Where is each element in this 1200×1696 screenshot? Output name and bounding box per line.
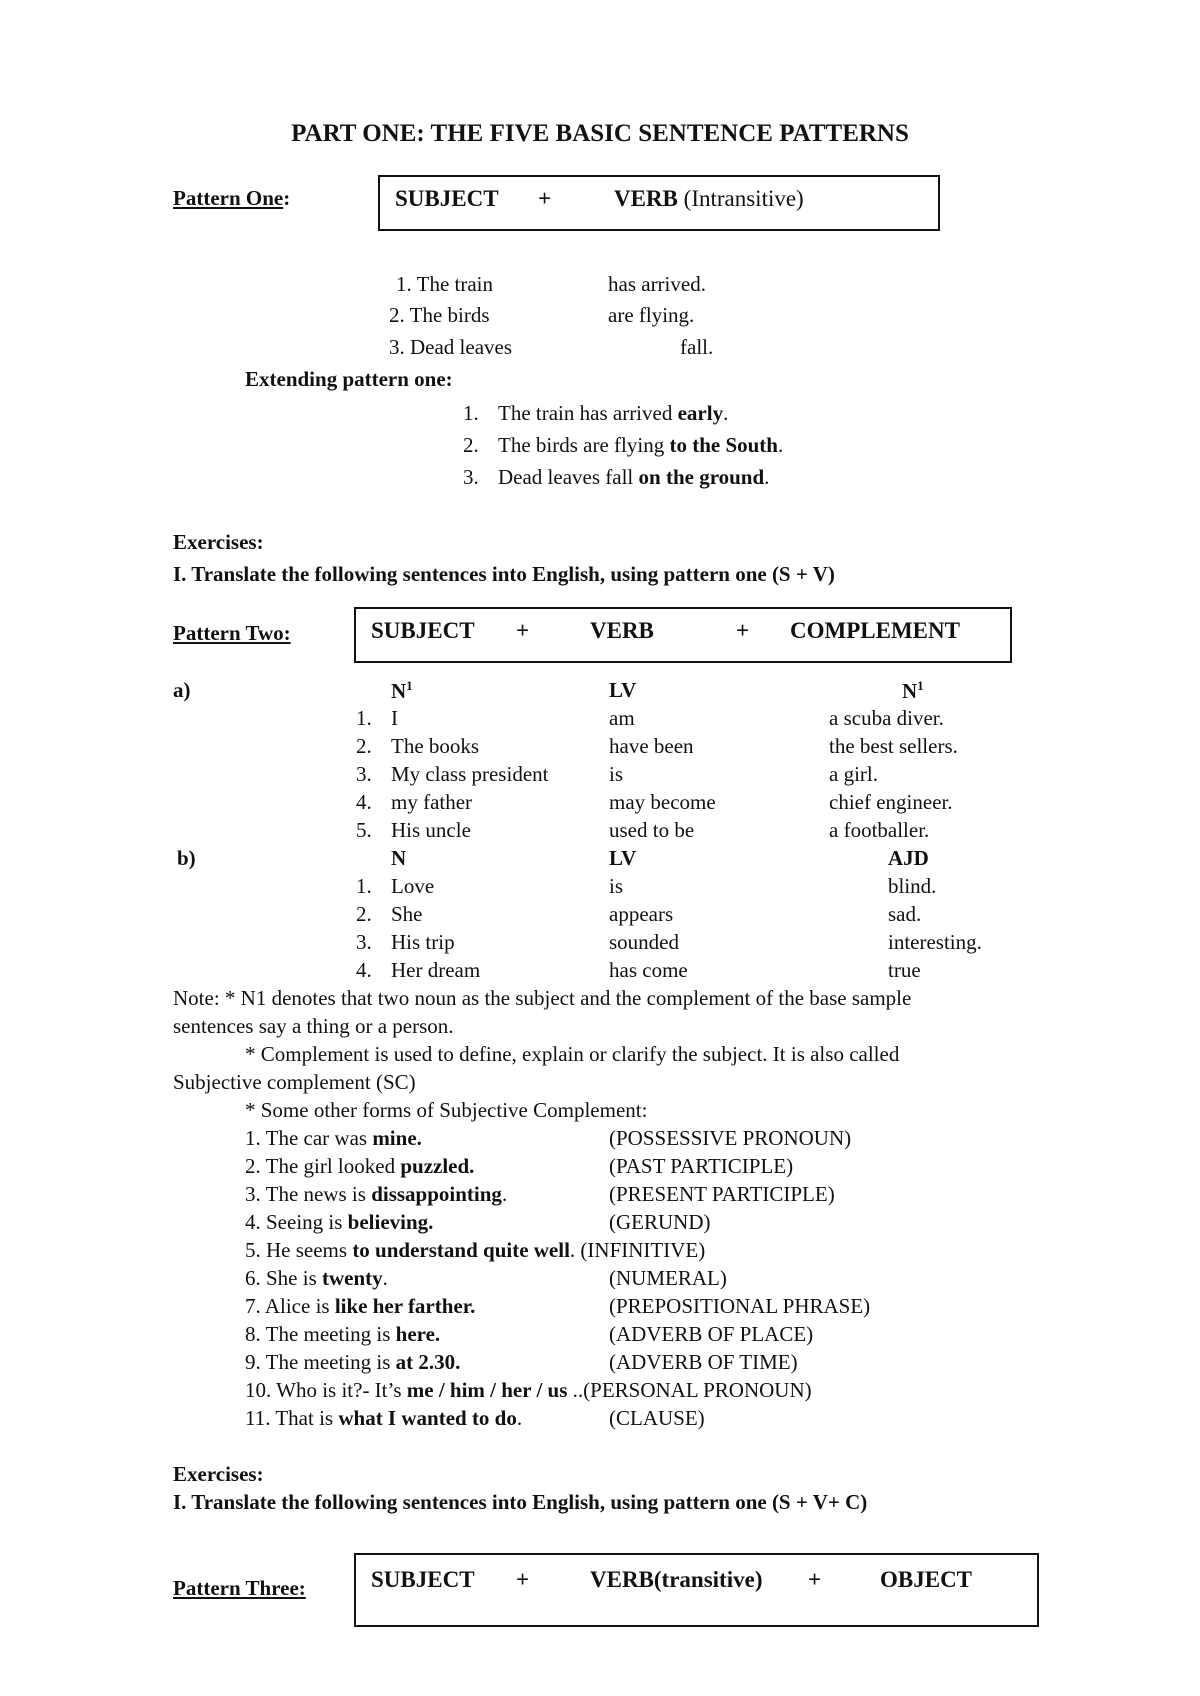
group-b-row-3-num: 3. [356, 930, 372, 954]
p1-exercise-instruction: I. Translate the following sentences into English, using pattern one (S + V) [173, 562, 835, 586]
form-2-label: (PAST PARTICIPLE) [609, 1154, 794, 1178]
form-1: 1. The car was mine. [245, 1126, 422, 1150]
group-b-header-col3: AJD [888, 846, 929, 870]
group-a-header-col1: $N^1$ [391, 678, 413, 703]
form-11-label: (CLAUSE) [609, 1406, 705, 1430]
extending-2-num: 2. [463, 433, 479, 457]
group-a-row-3-complement: a girl. [829, 762, 878, 786]
extending-1-num: 1. [463, 401, 479, 425]
pattern-two-box-subject: SUBJECT [371, 618, 475, 643]
pattern-two-box-verb: VERB [590, 618, 654, 643]
pattern-two-box-complement: COMPLEMENT [790, 618, 960, 643]
group-a-row-1-complement: a scuba diver. [829, 706, 944, 730]
group-a-row-3-verb: is [609, 762, 624, 786]
group-a-row-5-num: 5. [356, 818, 372, 842]
form-5: 5. He seems to understand quite well. (INFINITIVE) [245, 1238, 706, 1262]
extending-1: The train has arrived early. [498, 401, 729, 425]
form-4-label: (GERUND) [609, 1210, 711, 1234]
group-b-row-1-num: 1. [356, 874, 372, 898]
group-a-row-1-verb: am [609, 706, 635, 730]
form-3: 3. The news is dissappointing. [245, 1182, 508, 1206]
group-a-row-5-subject: His uncle [391, 818, 471, 842]
group-a-row-1-subject: I [391, 706, 398, 730]
group-b-row-4-subject: Her dream [391, 958, 481, 982]
group-a-row-5-verb: used to be [609, 818, 695, 842]
p1-example-2-verb: are flying. [608, 303, 695, 327]
p1-example-3-verb: fall. [680, 335, 714, 359]
group-b-row-3-verb: sounded [609, 930, 679, 954]
group-a-row-2-complement: the best sellers. [829, 734, 958, 758]
group-b-row-4-verb: has come [609, 958, 688, 982]
pattern-one-box-verb: VERB (Intransitive) [614, 186, 804, 211]
form-6: 6. She is twenty. [245, 1266, 388, 1290]
group-a-row-2-verb: have been [609, 734, 694, 758]
pattern-one-label: Pattern One: [173, 186, 291, 210]
group-b-row-1-subject: Love [391, 874, 435, 898]
pattern-one-box-subject: SUBJECT [395, 186, 499, 211]
group-b-row-1-complement: blind. [888, 874, 937, 898]
form-6-label: (NUMERAL) [609, 1266, 727, 1290]
group-b-header-col2: LV [609, 846, 637, 870]
group-a-row-4-subject: my father [391, 790, 473, 814]
pattern-three-box-subject: SUBJECT [371, 1567, 475, 1592]
extending-2: The birds are flying to the South. [498, 433, 784, 457]
form-9: 9. The meeting is at 2.30. [245, 1350, 461, 1374]
group-b-row-2-subject: She [391, 902, 423, 926]
group-b-row-2-num: 2. [356, 902, 372, 926]
group-b-row-3-complement: interesting. [888, 930, 982, 954]
note-line-5: * Some other forms of Subjective Complement: [245, 1098, 648, 1122]
note-line-3: * Complement is used to define, explain or clarify the subject. It is also called [245, 1042, 900, 1066]
group-a-row-2-num: 2. [356, 734, 372, 758]
p1-example-2: 2. The birds [389, 303, 490, 327]
group-a-row-4-num: 4. [356, 790, 372, 814]
form-8: 8. The meeting is here. [245, 1322, 441, 1346]
note-line-2: sentences say a thing or a person. [173, 1014, 454, 1038]
group-a-row-3-num: 3. [356, 762, 372, 786]
form-4: 4. Seeing is believing. [245, 1210, 434, 1234]
extending-3: Dead leaves fall on the ground. [498, 465, 770, 489]
pattern-three-label: Pattern Three: [173, 1576, 306, 1600]
pattern-one-box-plus: + [538, 186, 552, 211]
p2-exercise-instruction: I. Translate the following sentences into English, using pattern one (S + V+ C) [173, 1490, 868, 1514]
p1-exercises-heading: Exercises: [173, 530, 264, 554]
group-b-row-2-complement: sad. [888, 902, 922, 926]
pattern-three-box-plus-2: + [808, 1567, 822, 1592]
group-a-row-5-complement: a footballer. [829, 818, 930, 842]
form-11: 11. That is what I wanted to do. [245, 1406, 523, 1430]
extending-3-num: 3. [463, 465, 479, 489]
pattern-three-box-object: OBJECT [880, 1567, 973, 1592]
group-b-row-1-verb: is [609, 874, 624, 898]
form-9-label: (ADVERB OF TIME) [609, 1350, 798, 1374]
pattern-two-box-plus-1: + [516, 618, 530, 643]
pattern-two-label: Pattern Two: [173, 621, 291, 645]
group-b-row-4-num: 4. [356, 958, 372, 982]
group-b-row-2-verb: appears [609, 902, 674, 926]
pattern-three-box-verb: VERB(transitive) [590, 1567, 763, 1592]
form-2: 2. The girl looked puzzled. [245, 1154, 475, 1178]
group-a-row-4-complement: chief engineer. [829, 790, 953, 814]
form-1-label: (POSSESSIVE PRONOUN) [609, 1126, 852, 1150]
pattern-two-box-plus-2: + [736, 618, 750, 643]
form-10: 10. Who is it?- It’s me / him / her / us ..(PERSONAL PRONOUN) [245, 1378, 812, 1402]
note-line-4: Subjective complement (SC) [173, 1070, 416, 1094]
form-3-label: (PRESENT PARTICIPLE) [609, 1182, 835, 1206]
form-7-label: (PREPOSITIONAL PHRASE) [609, 1294, 871, 1318]
group-b-header-col1: N [391, 846, 407, 870]
group-b-row-4-complement: true [888, 958, 921, 982]
note-line-1: Note: * N1 denotes that two noun as the subject and the complement of the base sample [173, 986, 912, 1010]
group-a-row-2-subject: The books [391, 734, 480, 758]
group-a-label: a) [173, 678, 191, 702]
group-a-row-4-verb: may become [609, 790, 716, 814]
group-a-row-3-subject: My class president [391, 762, 549, 786]
form-8-label: (ADVERB OF PLACE) [609, 1322, 814, 1346]
p1-example-3: 3. Dead leaves [389, 335, 513, 359]
page-title: PART ONE: THE FIVE BASIC SENTENCE PATTERNS [291, 120, 909, 147]
group-a-header-col3: $N^1$ [902, 678, 924, 703]
group-b-label: b) [177, 846, 196, 870]
p1-example-1: 1. The train [396, 272, 494, 296]
p1-example-1-verb: has arrived. [608, 272, 706, 296]
group-a-row-1-num: 1. [356, 706, 372, 730]
p2-exercises-heading: Exercises: [173, 1462, 264, 1486]
pattern-three-box-plus-1: + [516, 1567, 530, 1592]
form-7: 7. Alice is like her farther. [245, 1294, 476, 1318]
group-a-header-col2: LV [609, 678, 637, 702]
extending-heading: Extending pattern one: [245, 367, 453, 391]
group-b-row-3-subject: His trip [391, 930, 455, 954]
